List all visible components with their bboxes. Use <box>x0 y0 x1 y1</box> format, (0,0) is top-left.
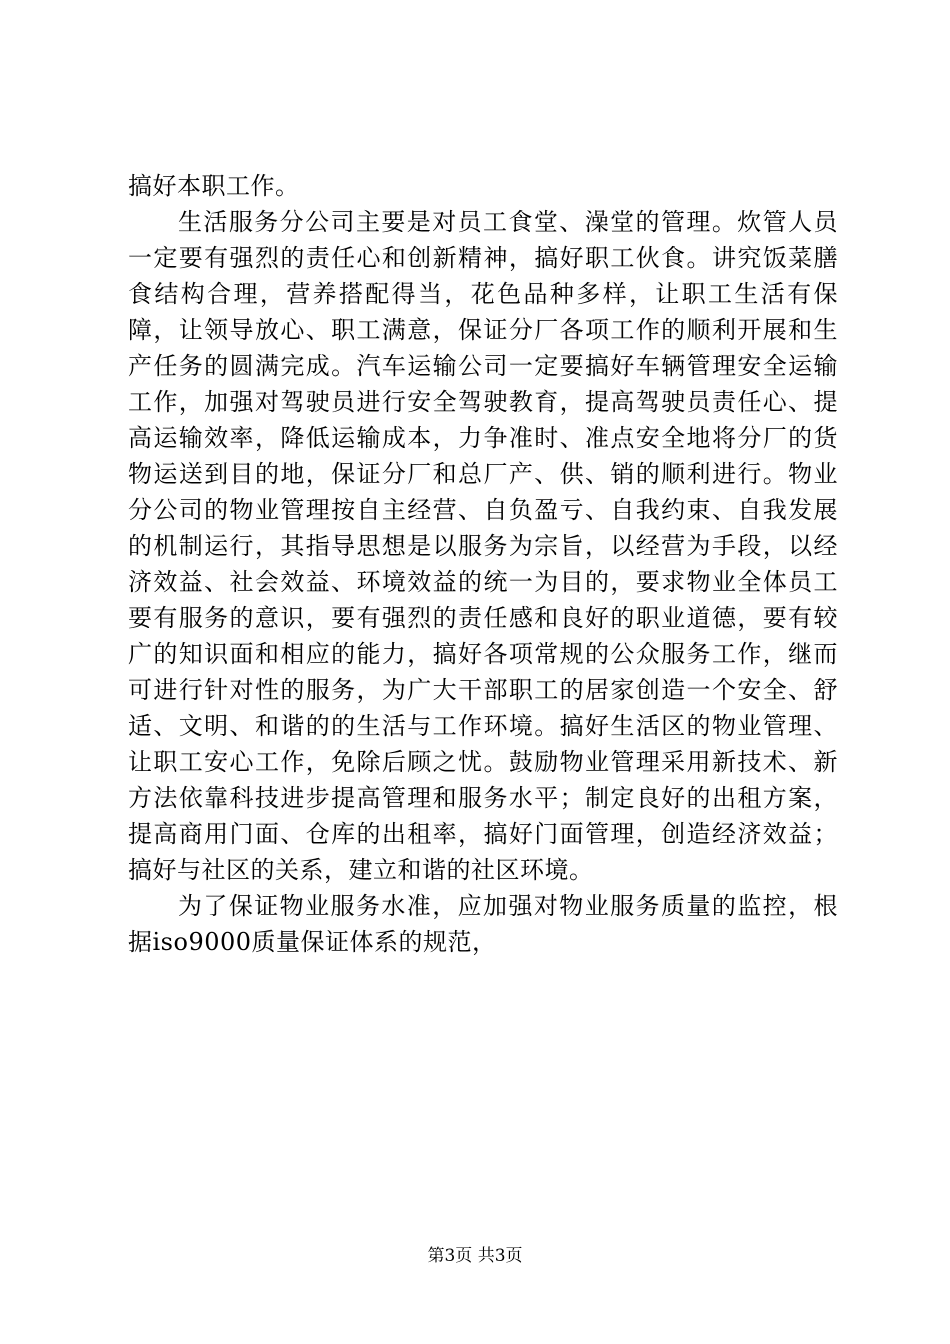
paragraph-continuation: 搞好本职工作。 <box>128 172 300 200</box>
document-body <box>128 168 838 960</box>
paragraph-services: 生活服务分公司主要是对员工食堂、澡堂的管理。炊管人员一定要有强烈的责任心和创新精神，搞好职工伙食。讲究饭菜膳食结构合理，营养搭配得当，花色品种多样，让职工生活有保障，让领导放心、职工满意，保证分厂各项工作的顺利开展和生产任务的圆满完成。汽车运输公司一定要搞好车辆管理安全运输工作，加强对驾驶员进行安全驾驶教育，提高驾驶员责任心、提高运输效率，降低运输成本，力争准时、准点安全地将分厂的货物运送到目的地，保证分厂和总厂产、供、销的顺利进行。物业分公司的物业管理按自主经营、自负盈亏、自我约束、自我发展的机制运行，其指导思想是以服务为宗旨，以经营为手段，以经济效益、社会效益、环境效益的统一为目的，要求物业全体员工要有服务的意识，要有强烈的责任感和良好的职业道德，要有较广的知识面和相应的能力，搞好各项常规的公众服务工作，继而可进行针对性的服务，为广大干部职工的居家创造一个安全、舒适、文明、和谐的的生活与工作环境。搞好生活区的物业管理、让职工安心工作，免除后顾之忧。鼓励物业管理采用新技术、新方法依靠科技进步提高管理和服务水平；制定良好的出租方案，提高商用门面、仓库的出租率，搞好门面管理，创造经济效益；搞好与社区的关系，建立和谐的社区环境。 <box>128 208 838 884</box>
page-footer <box>0 1244 950 1268</box>
page-number: 第3页 共3页 <box>427 1246 523 1266</box>
paragraph-quality: 为了保证物业服务水准，应加强对物业服务质量的监控，根据iso9000质量保证体系的规范， <box>128 892 838 956</box>
